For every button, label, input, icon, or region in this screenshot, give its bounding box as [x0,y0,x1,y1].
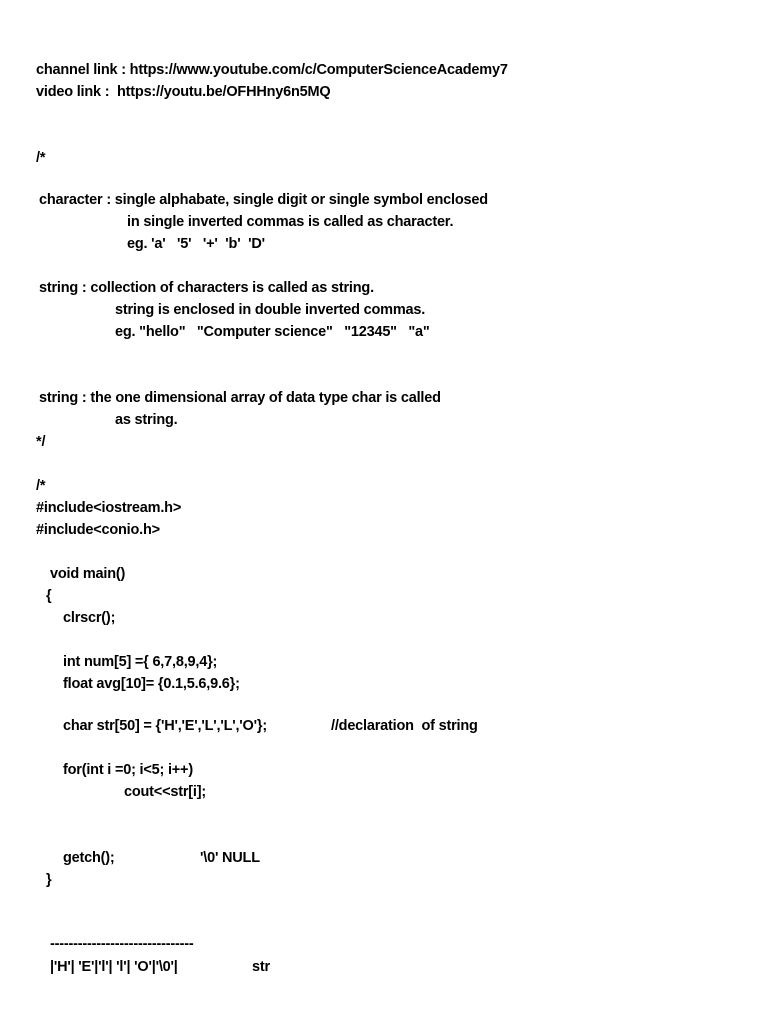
comment-close-1: */ [36,434,46,450]
string-array-definition-line-1: string : the one dimensional array of data type char is called [39,390,441,406]
character-example: eg. 'a' '5' '+' 'b' 'D' [127,236,265,252]
include-conio: #include<conio.h> [36,522,160,538]
string-definition-line-2: string is enclosed in double inverted commas. [115,302,426,318]
brace-close: } [46,872,52,888]
comment-open-1: /* [36,150,46,166]
array-diagram-cells: |'H'| 'E'|'l'| 'l'| 'O'|'\0'| [50,959,178,975]
comment-open-2: /* [36,478,46,494]
string-definition-line-1: string : collection of characters is called as string. [39,280,374,296]
null-note: '\0' NULL [200,850,260,866]
video-link: video link : https://youtu.be/OFHHny6n5MQ [36,84,331,100]
clrscr-call: clrscr(); [63,610,116,626]
string-example: eg. "hello" "Computer science" "12345" "a" [115,324,430,340]
character-definition-line-1: character : single alphabate, single digit or single symbol enclosed [39,192,488,208]
for-loop: for(int i =0; i<5; i++) [63,762,193,778]
cout-statement: cout<<str[i]; [124,784,206,800]
character-definition-line-2: in single inverted commas is called as character. [127,214,454,230]
channel-link: channel link : https://www.youtube.com/c/ComputerScienceAcademy7 [36,62,508,78]
main-signature: void main() [50,566,126,582]
array-diagram-label: str [252,959,270,975]
getch-call: getch(); [63,850,115,866]
brace-open: { [46,588,52,604]
float-array-declaration: float avg[10]= {0.1,5.6,9.6}; [63,676,240,692]
declaration-comment: //declaration of string [331,718,478,734]
int-array-declaration: int num[5] ={ 6,7,8,9,4}; [63,654,218,670]
include-iostream: #include<iostream.h> [36,500,182,516]
string-array-definition-line-2: as string. [115,412,178,428]
array-diagram-dashes: ------------------------------- [50,936,194,952]
char-array-declaration: char str[50] = {'H','E','L','L','O'}; [63,718,267,734]
